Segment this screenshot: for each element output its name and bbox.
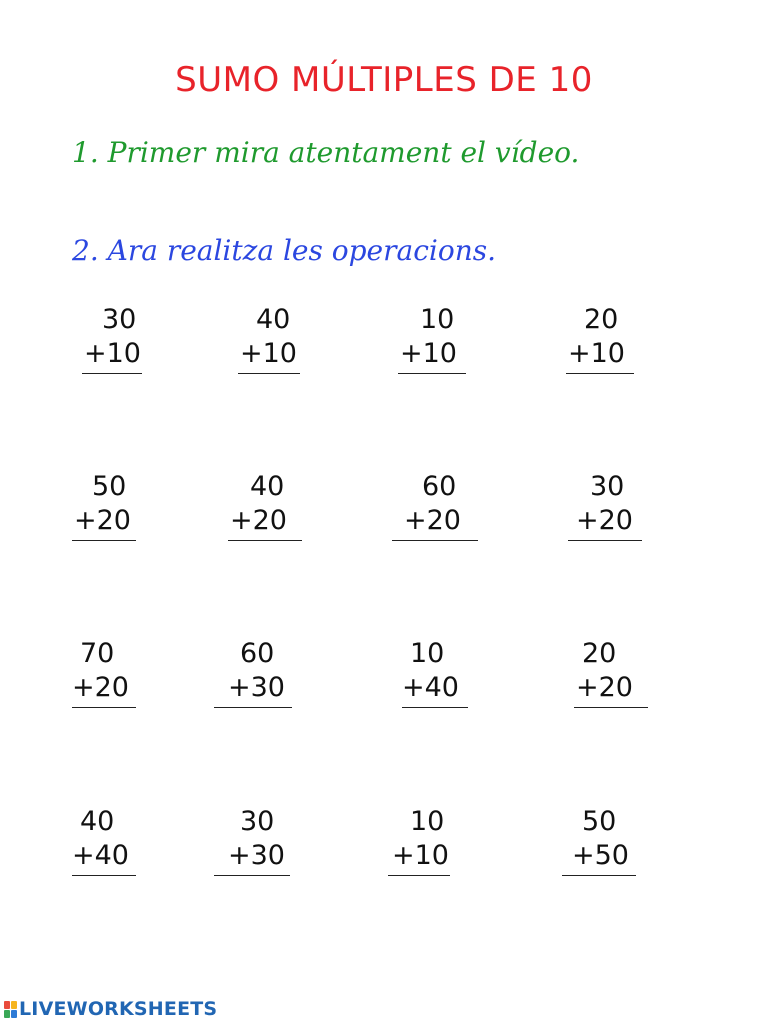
- sum-line: [228, 540, 302, 541]
- sum-line: [72, 540, 136, 541]
- addition-exercise: [228, 806, 330, 876]
- addend-bottom: +20: [72, 672, 129, 703]
- sum-line: [566, 373, 634, 374]
- addend-bottom: +10: [392, 840, 449, 871]
- addend-bottom: +40: [72, 840, 129, 871]
- sum-line: [72, 707, 136, 708]
- addend-bottom: +30: [228, 840, 285, 871]
- addition-exercise: [568, 304, 658, 374]
- addition-exercise: [400, 471, 490, 541]
- addend-bottom: +50: [572, 840, 629, 871]
- addend-bottom: +10: [240, 338, 297, 369]
- addend-top: 40: [250, 471, 285, 502]
- sum-line: [398, 373, 466, 374]
- addend-bottom: +20: [74, 505, 131, 536]
- addition-exercise: [72, 806, 174, 876]
- addend-top: 30: [240, 806, 275, 837]
- addend-top: 10: [410, 806, 445, 837]
- addend-bottom: +40: [402, 672, 459, 703]
- addition-exercise: [400, 304, 490, 374]
- addend-top: 60: [240, 638, 275, 669]
- addend-bottom: +20: [576, 505, 633, 536]
- sum-line: [72, 875, 136, 876]
- addend-top: 50: [582, 806, 617, 837]
- addend-bottom: +30: [228, 672, 285, 703]
- addend-bottom: +20: [404, 505, 461, 536]
- addition-exercise: [400, 638, 490, 708]
- addition-exercise: [74, 471, 174, 541]
- sum-line: [574, 707, 648, 708]
- footer-brand: [4, 996, 217, 1022]
- addition-exercise: [84, 304, 174, 374]
- addend-bottom: +10: [400, 338, 457, 369]
- liveworksheets-logo-icon: [4, 1000, 18, 1018]
- addition-exercise: [392, 806, 490, 876]
- addend-top: 40: [80, 806, 115, 837]
- addend-top: 10: [410, 638, 445, 669]
- addend-bottom: +20: [230, 505, 287, 536]
- addend-top: 20: [582, 638, 617, 669]
- sum-line: [392, 540, 478, 541]
- addend-top: 40: [256, 304, 291, 335]
- addend-bottom: +10: [568, 338, 625, 369]
- sum-line: [568, 540, 642, 541]
- addition-exercise: [568, 638, 658, 708]
- sum-line: [214, 707, 292, 708]
- addition-exercise: [240, 304, 330, 374]
- page-title: SUMO MÚLTIPLES DE 10: [175, 60, 593, 100]
- instruction-1: 1. Primer mira atentament el vídeo.: [72, 136, 580, 169]
- sum-line: [214, 875, 290, 876]
- sum-line: [82, 373, 142, 374]
- sum-line: [388, 875, 450, 876]
- addend-top: 50: [92, 471, 127, 502]
- addition-exercise: [230, 471, 330, 541]
- addend-top: 10: [420, 304, 455, 335]
- addend-top: 60: [422, 471, 457, 502]
- sum-line: [402, 707, 468, 708]
- addend-bottom: +20: [576, 672, 633, 703]
- addend-top: 30: [590, 471, 625, 502]
- addition-exercise: [72, 638, 174, 708]
- addition-exercise: [568, 471, 658, 541]
- instruction-2: 2. Ara realitza les operacions.: [72, 234, 496, 267]
- addition-exercise: [228, 638, 330, 708]
- addend-top: 70: [80, 638, 115, 669]
- addition-exercise: [568, 806, 658, 876]
- addend-bottom: +10: [84, 338, 141, 369]
- addend-top: 20: [584, 304, 619, 335]
- addend-top: 30: [102, 304, 137, 335]
- sum-line: [562, 875, 636, 876]
- sum-line: [238, 373, 300, 374]
- brand-name: LIVEWORKSHEETS: [19, 998, 218, 1020]
